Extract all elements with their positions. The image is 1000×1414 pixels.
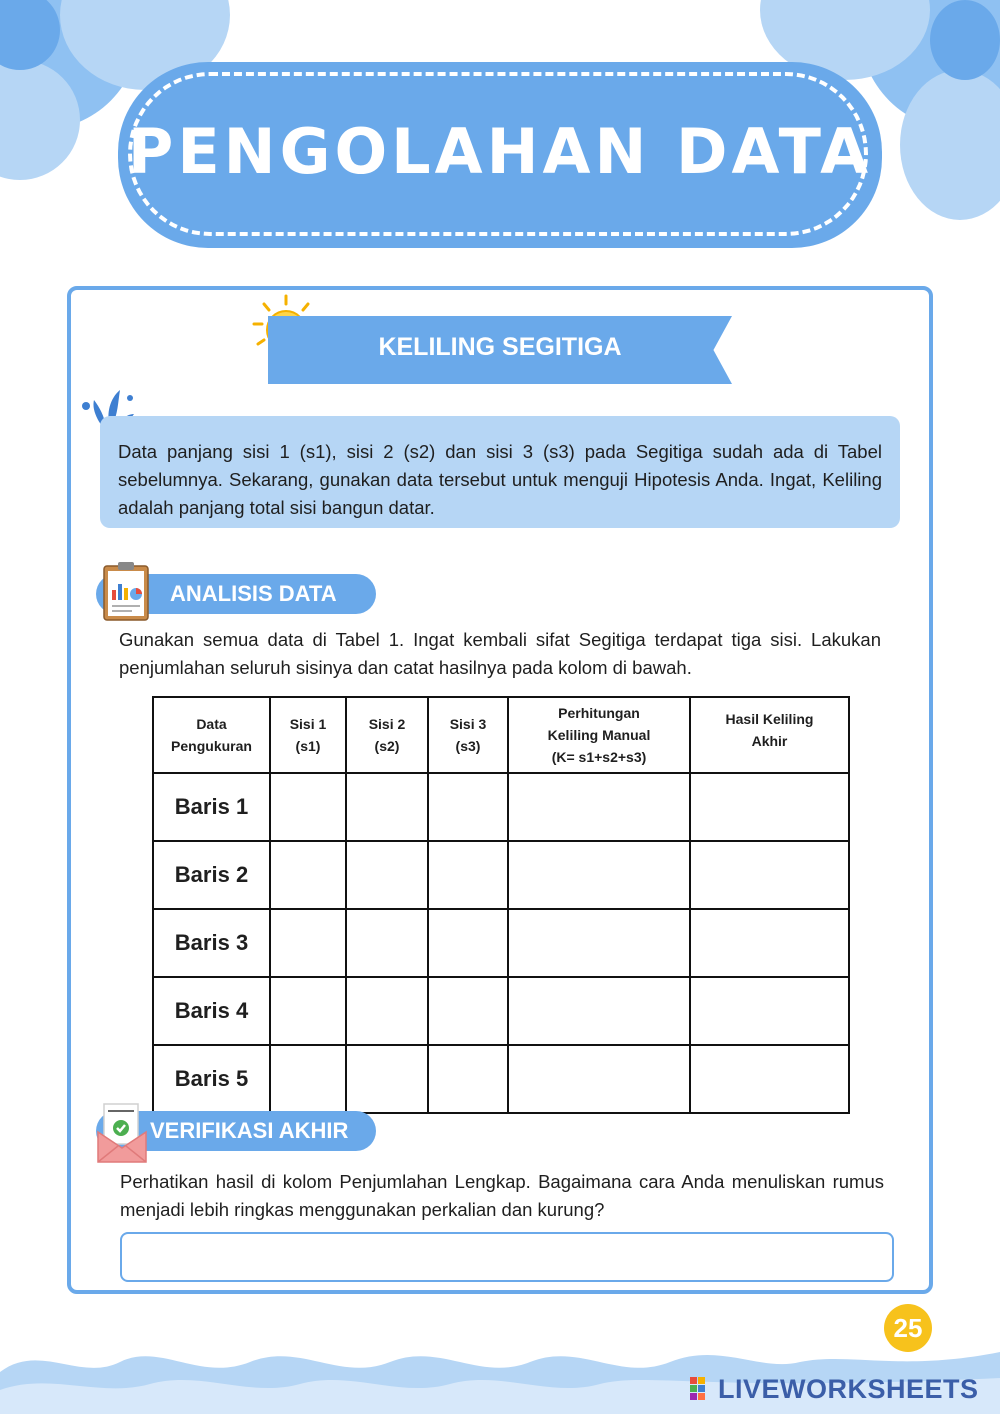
table-header-row [153, 697, 849, 773]
input-cell-perhitungan[interactable] [508, 977, 690, 1045]
row-label: Baris 2 [153, 841, 270, 909]
brand-text: LIVEWORKSHEETS [718, 1373, 979, 1404]
header-sisi-1 [270, 697, 346, 773]
input-cell-hasil[interactable] [690, 773, 849, 841]
input-cell-hasil[interactable] [690, 909, 849, 977]
table-row [153, 841, 849, 909]
answer-input[interactable] [120, 1232, 894, 1282]
table-row [153, 1045, 849, 1113]
header-line: Akhir [751, 733, 788, 749]
input-cell-s2[interactable] [346, 977, 428, 1045]
header-line: (s3) [455, 738, 481, 754]
input-cell-s3[interactable] [428, 1045, 508, 1113]
section-title: KELILING SEGITIGA [378, 333, 622, 361]
verification-question: Perhatikan hasil di kolom Penjumlahan Lengkap. Bagaimana cara Anda menuliskan rumus menjadi lebih ringkas menggunakan perkalian dan kurung? [120, 1171, 884, 1220]
header-line: Perhitungan [558, 705, 640, 721]
header-line: Sisi 2 [368, 716, 406, 732]
input-cell-s2[interactable] [346, 841, 428, 909]
input-cell-perhitungan[interactable] [508, 909, 690, 977]
input-cell-hasil[interactable] [690, 977, 849, 1045]
header-sisi-2 [346, 697, 428, 773]
table-row [153, 773, 849, 841]
input-cell-s2[interactable] [346, 909, 428, 977]
header-line: Data [196, 716, 227, 732]
analysis-heading-label: ANALISIS DATA [170, 581, 337, 606]
input-cell-s1[interactable] [270, 841, 346, 909]
input-cell-hasil[interactable] [690, 841, 849, 909]
clipboard-chart-icon [98, 560, 154, 622]
row-label: Baris 4 [153, 977, 270, 1045]
page-title: PENGOLAHAN DATA [127, 115, 873, 188]
input-cell-perhitungan[interactable] [508, 773, 690, 841]
row-label: Baris 3 [153, 909, 270, 977]
header-line: Sisi 3 [449, 716, 487, 732]
input-cell-s1[interactable] [270, 773, 346, 841]
header-hasil-keliling [690, 697, 849, 773]
measurement-table [152, 696, 850, 1114]
input-cell-perhitungan[interactable] [508, 841, 690, 909]
input-cell-s3[interactable] [428, 909, 508, 977]
header-perhitungan [508, 697, 690, 773]
page-number-badge: 25 [884, 1304, 932, 1352]
brand-logo[interactable] [690, 1372, 979, 1406]
liveworksheets-logo-icon [690, 1377, 714, 1401]
row-label: Baris 1 [153, 773, 270, 841]
input-cell-s1[interactable] [270, 909, 346, 977]
header-data-pengukuran [153, 697, 270, 773]
header-sisi-3 [428, 697, 508, 773]
header-line: Hasil Keliling [725, 711, 814, 727]
header-line: (K= s1+s2+s3) [551, 749, 647, 765]
input-cell-s2[interactable] [346, 773, 428, 841]
input-cell-s1[interactable] [270, 1045, 346, 1113]
verification-heading-label: VERIFIKASI AKHIR [150, 1118, 349, 1143]
intro-text: Data panjang sisi 1 (s1), sisi 2 (s2) dan sisi 3 (s3) pada Segitiga sudah ada di Tabel sebelumnya. Sekarang, gunakan data tersebut untuk menguji Hipotesis Anda. Ingat, Keliling adalah panjang total sisi bangun datar. [118, 441, 882, 518]
input-cell-hasil[interactable] [690, 1045, 849, 1113]
header-line: (s1) [295, 738, 321, 754]
analysis-instructions: Gunakan semua data di Tabel 1. Ingat kembali sifat Segitiga terdapat tiga sisi. Lakukan penjumlahan seluruh sisinya dan catat hasilnya pada kolom di bawah. [119, 629, 881, 678]
verified-envelope-icon [96, 1102, 148, 1164]
header-line: Sisi 1 [289, 716, 327, 732]
table-row [153, 977, 849, 1045]
table-row [153, 909, 849, 977]
header-line: (s2) [374, 738, 400, 754]
intro-text-box [100, 416, 900, 528]
header-line: Keliling Manual [547, 727, 651, 743]
input-cell-s1[interactable] [270, 977, 346, 1045]
header-line: Pengukuran [171, 738, 252, 754]
input-cell-s3[interactable] [428, 773, 508, 841]
input-cell-s3[interactable] [428, 977, 508, 1045]
input-cell-s3[interactable] [428, 841, 508, 909]
input-cell-s2[interactable] [346, 1045, 428, 1113]
input-cell-perhitungan[interactable] [508, 1045, 690, 1113]
row-label: Baris 5 [153, 1045, 270, 1113]
